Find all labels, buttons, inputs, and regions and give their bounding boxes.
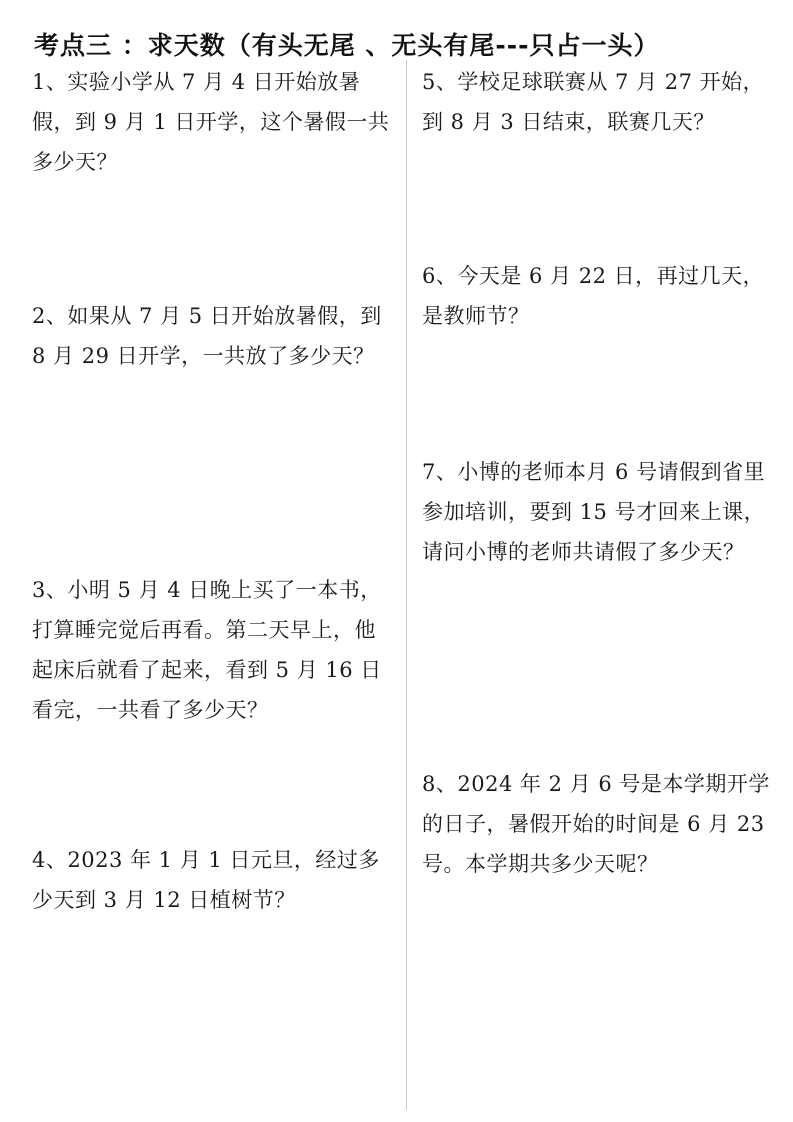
question-2: 2、如果从 7 月 5 日开始放暑假，到 8 月 29 日开学，一共放了多少天？ [32, 304, 382, 368]
question-7: 7、小博的老师本月 6 号请假到省里参加培训，要到 15 号才回来上课，请问小博的老师共请假了多少天？ [422, 460, 766, 564]
question-3: 3、小明 5 月 4 日晚上买了一本书，打算睡完觉后再看。第二天早上，他起床后就看了起来，看到 5 月 16 日看完，一共看了多少天？ [32, 578, 382, 722]
question-1: 1、实验小学从 7 月 4 日开始放暑假，到 9 月 1 日开学，这个暑假一共多少天？ [32, 70, 390, 174]
column-divider [406, 60, 407, 1110]
question-4: 4、2023 年 1 月 1 日元旦，经过多少天到 3 月 12 日植树节？ [32, 848, 380, 912]
page-title: 考点三 ：求天数（有头无尾 、无头有尾---只占一头） [34, 31, 660, 60]
question-8: 8、2024 年 2 月 6 号是本学期开学的日子，暑假开始的时间是 6 月 23 号。本学期共多少天呢？ [422, 772, 770, 876]
question-6: 6、今天是 6 月 22 日，再过几天，是教师节？ [422, 264, 765, 328]
question-5: 5、学校足球联赛从 7 月 27 开始，到 8 月 3 日结束，联赛几天？ [422, 70, 765, 134]
